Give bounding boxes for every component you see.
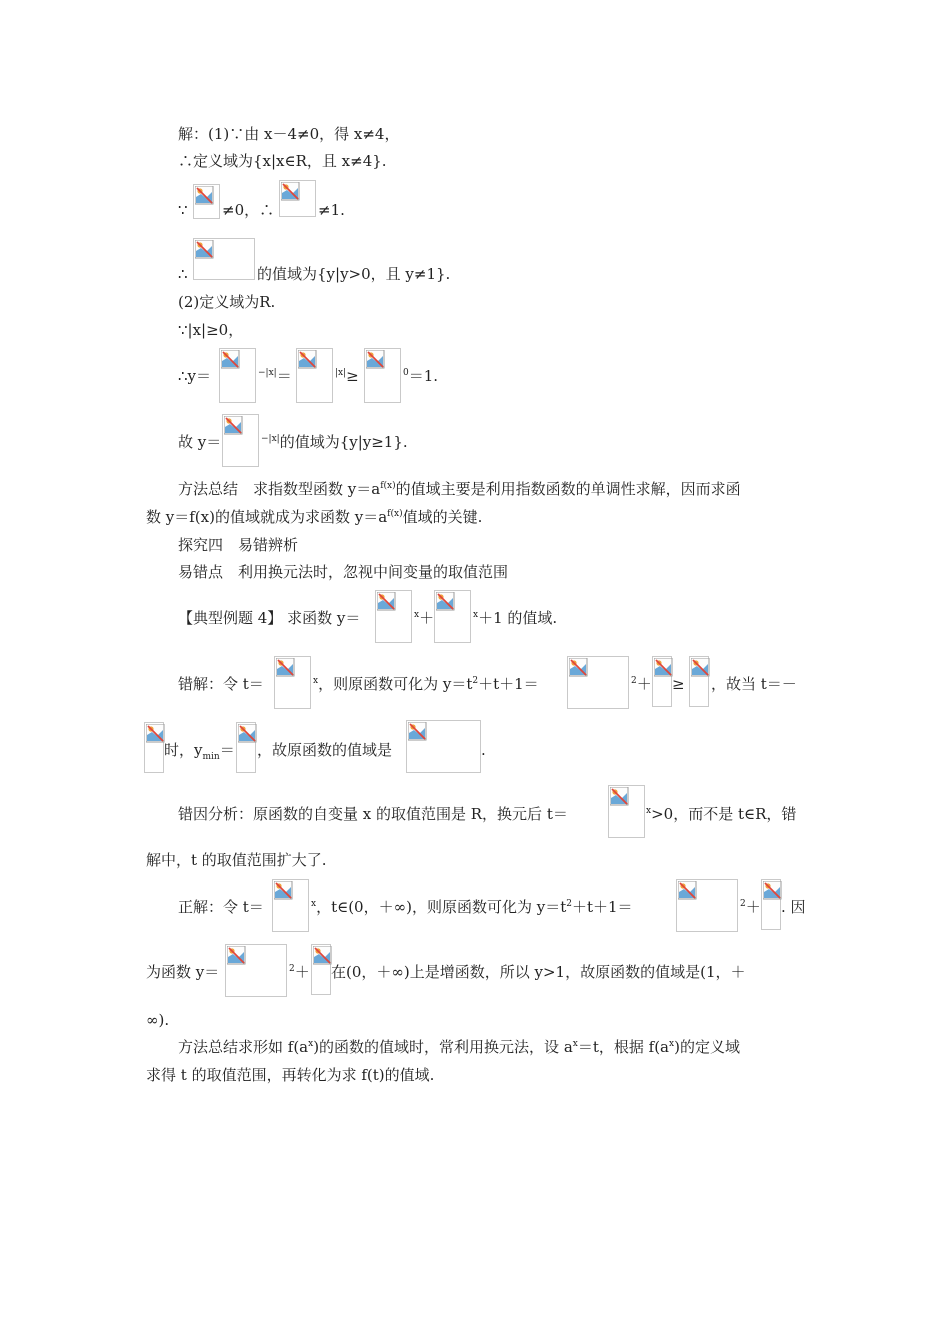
summary1-line2 <box>146 507 482 527</box>
text <box>313 674 539 694</box>
text: ＝ <box>219 741 235 759</box>
text: 为函数 y＝ <box>146 963 220 981</box>
section-title: 探究四 易错辨析 <box>178 536 299 554</box>
exponent: x <box>646 806 652 816</box>
text: 方法总结 求指数型函数 y＝a <box>178 480 381 498</box>
text: ∴y＝ <box>178 367 212 385</box>
text: ＝ <box>276 367 292 385</box>
sol2-line2: ∵|x|≥0， <box>178 321 244 339</box>
text: 数 y＝f(x)的值域就成为求函数 y＝a <box>146 508 388 526</box>
text <box>335 366 359 386</box>
exponent: 2 <box>472 676 479 686</box>
text: 的值域为{y|y>0，且 y≠1}. <box>257 265 451 283</box>
text: ≥ <box>672 675 685 693</box>
formula-image <box>608 785 645 838</box>
text: ＝1. <box>408 367 439 385</box>
exponent: x <box>669 1039 675 1049</box>
text: ＋ <box>636 675 652 693</box>
text: ＋t＋1＝ <box>571 898 633 916</box>
text: ＋1 的值域. <box>478 609 558 627</box>
text <box>473 608 557 628</box>
text <box>258 366 292 386</box>
exponent: f(x) <box>387 509 403 519</box>
exponent: f(x) <box>380 481 396 491</box>
sol1-line3 <box>178 200 188 220</box>
text: 的值域主要是利用指数函数的单调性求解，因而求函 <box>395 480 741 498</box>
text <box>414 608 434 628</box>
broken-image-icon <box>281 182 301 202</box>
formula-image <box>311 944 331 995</box>
exponent: x <box>313 676 319 686</box>
formula-image <box>364 348 401 403</box>
formula-image <box>406 720 481 773</box>
broken-image-icon <box>569 658 589 678</box>
formula-image <box>193 184 220 219</box>
broken-image-icon <box>377 592 397 612</box>
text: ＝t，根据 f(a <box>577 1038 670 1056</box>
formula-image <box>274 656 311 709</box>
broken-image-icon <box>298 350 318 370</box>
broken-image-icon <box>195 240 215 260</box>
formula-image <box>434 590 471 643</box>
text: 解中，t 的取值范围扩大了. <box>146 851 327 869</box>
formula-image <box>219 348 256 403</box>
exponent: 0 <box>403 368 409 378</box>
text: ∵ <box>178 201 188 219</box>
broken-image-icon <box>408 722 428 742</box>
exponent: x <box>414 610 420 620</box>
formula-image <box>375 590 412 643</box>
formula-image <box>676 879 738 932</box>
formula-image <box>272 879 309 932</box>
broken-image-icon <box>678 881 698 901</box>
summary1-line1 <box>178 479 741 499</box>
text <box>261 432 408 452</box>
text: 在(0，＋∞)上是增函数，所以 y>1，故原函数的值域是(1，＋ <box>331 963 746 981</box>
subscript: min <box>202 752 220 762</box>
text: )的函数的值域时，常利用换元法，设 a <box>313 1038 573 1056</box>
formula-image <box>567 656 629 709</box>
formula-image <box>652 656 672 707</box>
exponent: x <box>473 610 479 620</box>
text: 故 y＝ <box>178 433 222 451</box>
text: ，则原函数可化为 y＝t <box>318 675 473 693</box>
text: 的值域为{y|y≥1}. <box>279 433 408 451</box>
text: ≥ <box>346 367 359 385</box>
exponent: |x| <box>335 368 347 378</box>
text: ＋ <box>294 963 310 981</box>
formula-image <box>225 944 287 997</box>
exponent: 2 <box>289 964 295 974</box>
broken-image-icon <box>227 946 247 966</box>
formula-image <box>236 722 256 773</box>
broken-image-icon <box>610 787 630 807</box>
text: . <box>481 741 486 759</box>
formula-image <box>296 348 333 403</box>
text: ，t∈(0，＋∞)，则原函数可化为 y＝t <box>316 898 567 916</box>
broken-image-icon <box>221 350 241 370</box>
text <box>646 804 796 824</box>
text: )的定义域 <box>674 1038 740 1056</box>
summary2-line1 <box>178 1037 740 1057</box>
text: ∴ <box>178 265 188 283</box>
sol1-line1: 解：(1)∵由 x－4≠0，得 x≠4， <box>178 125 400 143</box>
formula-image <box>279 180 316 217</box>
broken-image-icon <box>366 350 386 370</box>
exponent: −|x| <box>258 368 277 378</box>
text: ∞). <box>146 1011 170 1029</box>
broken-image-icon <box>146 724 166 744</box>
text: 值域的关键. <box>402 508 483 526</box>
text <box>631 674 652 694</box>
sol2-line1: (2)定义域为R. <box>178 293 276 311</box>
text <box>403 366 438 386</box>
text: ，故原函数的值域是 <box>257 741 393 759</box>
summary2-line2: 求得 t 的取值范围，再转化为求 f(t)的值域. <box>146 1066 435 1084</box>
formula-image <box>144 722 164 773</box>
text: >0，而不是 t∈R，错 <box>651 805 797 823</box>
formula-image <box>222 414 259 467</box>
broken-image-icon <box>763 881 783 901</box>
text <box>164 740 235 767</box>
text <box>740 897 761 917</box>
broken-image-icon <box>313 946 333 966</box>
text: 正解：令 t＝ <box>178 898 264 916</box>
broken-image-icon <box>654 658 674 678</box>
exponent: x <box>311 899 317 909</box>
broken-image-icon <box>224 416 244 436</box>
exponent: −|x| <box>261 434 280 444</box>
text: . 因 <box>781 898 806 916</box>
exponent: 2 <box>631 676 637 686</box>
broken-image-icon <box>238 724 258 744</box>
text: ≠0，∴ <box>222 201 275 219</box>
exponent: 2 <box>740 899 746 909</box>
broken-image-icon <box>691 658 711 678</box>
broken-image-icon <box>195 186 215 206</box>
text: 错解：令 t＝ <box>178 675 264 693</box>
exponent: x <box>572 1039 578 1049</box>
formula-image <box>761 879 781 930</box>
text: ＋ <box>745 898 761 916</box>
text <box>311 897 633 917</box>
text <box>289 962 310 982</box>
text: 方法总结求形如 f(a <box>178 1038 309 1056</box>
text: ＋ <box>419 609 435 627</box>
section-point: 易错点 利用换元法时，忽视中间变量的取值范围 <box>178 563 509 581</box>
exponent: x <box>308 1039 314 1049</box>
text: ≠1. <box>318 201 345 219</box>
broken-image-icon <box>274 881 294 901</box>
text: 错因分析：原函数的自变量 x 的取值范围是 R，换元后 t＝ <box>178 805 568 823</box>
formula-image <box>689 656 709 707</box>
text: ，故当 t＝－ <box>711 675 797 693</box>
broken-image-icon <box>436 592 456 612</box>
text: 时，y <box>164 741 203 759</box>
formula-image <box>193 238 255 280</box>
exponent: 2 <box>566 899 572 909</box>
example-title: 【典型例题 4】 求函数 y＝ <box>178 609 361 627</box>
broken-image-icon <box>276 658 296 678</box>
text: ＋t＋1＝ <box>478 675 539 693</box>
sol1-line2: ∴定义域为{x|x∈R，且 x≠4}. <box>178 152 387 170</box>
